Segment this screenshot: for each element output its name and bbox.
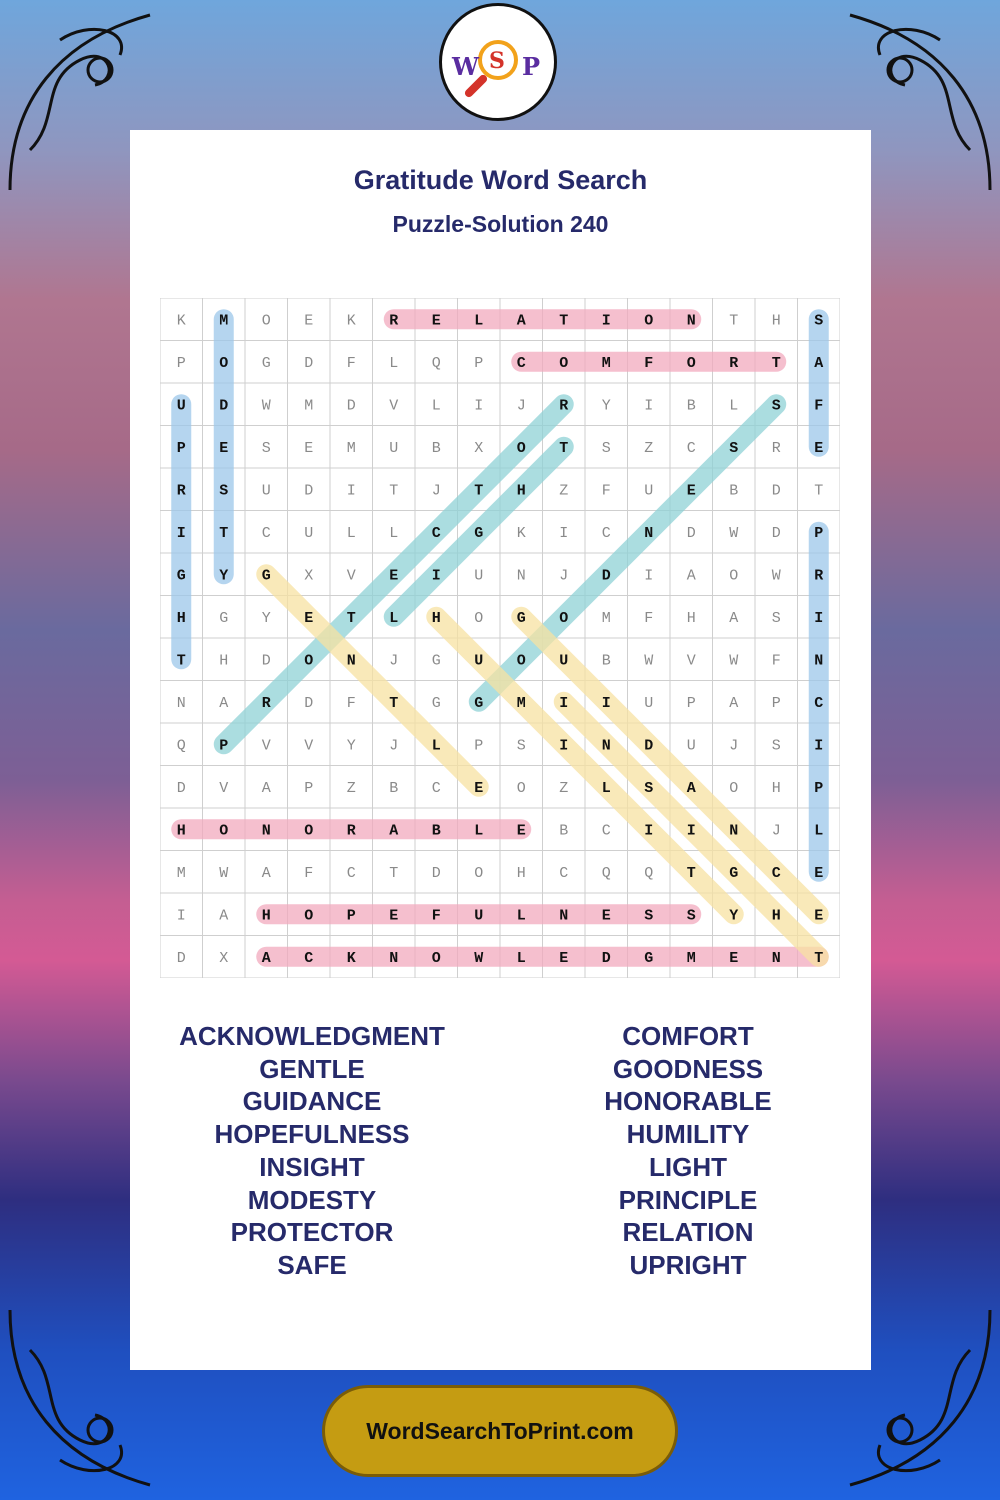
grid-letter: G [431, 652, 441, 670]
grid-letter: M [219, 312, 229, 330]
grid-letter: I [601, 694, 611, 712]
grid-letter: N [346, 652, 356, 670]
grid-letter: T [389, 482, 399, 500]
grid-letter: R [261, 694, 271, 712]
grid-letter: D [771, 524, 781, 542]
grid-letter: Y [261, 609, 271, 627]
word-list-item: HOPEFULNESS [214, 1119, 410, 1150]
grid-letter: E [601, 907, 611, 925]
grid-letter: I [814, 609, 824, 627]
grid-letter: U [474, 907, 484, 925]
grid-letter: D [686, 524, 696, 542]
grid-letter: I [474, 397, 484, 415]
grid-letter: S [601, 439, 611, 457]
grid-letter: A [261, 864, 271, 882]
grid-letter: V [686, 652, 696, 670]
grid-letter: C [431, 524, 441, 542]
word-list-item: ACKNOWLEDGMENT [179, 1021, 445, 1051]
grid-letter: I [559, 737, 569, 755]
grid-letter: A [814, 354, 824, 372]
grid-letter: U [644, 482, 654, 500]
grid-letter: D [219, 397, 229, 415]
grid-letter: F [304, 864, 314, 882]
grid-letter: N [559, 907, 569, 925]
grid-letter: L [389, 354, 399, 372]
grid-letter: Q [644, 864, 654, 882]
grid-letter: D [601, 949, 611, 967]
grid-letter: T [686, 864, 696, 882]
grid-letter: Z [559, 779, 569, 797]
grid-letter: O [304, 822, 314, 840]
grid-letter: A [516, 312, 526, 330]
grid-letter: N [644, 524, 654, 542]
site-link-button[interactable]: WordSearchToPrint.com [322, 1385, 678, 1477]
grid-letter: P [176, 439, 186, 457]
grid-letter: I [431, 567, 441, 585]
grid-letter: P [771, 694, 781, 712]
grid-letter: H [176, 609, 186, 627]
grid-letter: S [729, 439, 739, 457]
grid-letter: K [346, 312, 356, 330]
grid-letter: W [771, 567, 781, 585]
grid-letter: T [814, 482, 824, 500]
grid-letter: F [814, 397, 824, 415]
word-list-item: COMFORT [622, 1021, 754, 1051]
grid-letter: O [686, 354, 696, 372]
grid-letter: O [474, 609, 484, 627]
word-list-left [122, 1020, 502, 1282]
grid-letter: Q [176, 737, 186, 755]
grid-letter: O [516, 439, 526, 457]
grid-letter: P [474, 354, 484, 372]
grid-letter: Y [219, 567, 229, 585]
grid-letter: V [261, 737, 271, 755]
grid-letter: C [771, 864, 781, 882]
grid-letter: D [304, 354, 314, 372]
grid-letter: R [729, 354, 739, 372]
grid-letter: P [346, 907, 356, 925]
grid-letter: U [474, 567, 484, 585]
grid-letter: A [686, 779, 696, 797]
grid-letter: C [261, 524, 271, 542]
grid-letter: J [431, 482, 441, 500]
grid-letter: P [814, 779, 824, 797]
grid-letter: N [389, 949, 399, 967]
grid-letter: G [219, 609, 229, 627]
grid-letter: C [686, 439, 696, 457]
grid-letter: W [219, 864, 229, 882]
grid-letter: N [814, 652, 824, 670]
grid-letter: J [729, 737, 739, 755]
word-list-item: HUMILITY [626, 1119, 750, 1150]
logo-letter-p: P [522, 52, 541, 81]
grid-letter: S [771, 737, 781, 755]
grid-letter: O [644, 312, 654, 330]
grid-letter: Q [601, 864, 611, 882]
grid-letter: L [516, 907, 526, 925]
grid-letter: U [261, 482, 271, 500]
grid-letter: I [176, 907, 186, 925]
grid-letter: O [474, 864, 484, 882]
grid-letter: R [771, 439, 781, 457]
grid-letter: B [431, 822, 441, 840]
grid-letter: Y [601, 397, 611, 415]
word-list-right [498, 1020, 878, 1282]
grid-letter: B [389, 779, 399, 797]
grid-letter: W [261, 397, 271, 415]
word-list-item: RELATION [622, 1217, 754, 1248]
word-list-item: INSIGHT [259, 1151, 365, 1182]
grid-letter: H [771, 907, 781, 925]
grid-letter: S [686, 907, 696, 925]
grid-letter: G [729, 864, 739, 882]
grid-letter: N [771, 949, 781, 967]
grid-letter: L [729, 397, 739, 415]
grid-letter: A [261, 779, 271, 797]
grid-letter: A [729, 609, 739, 627]
grid-letter: I [814, 737, 824, 755]
grid-letter: F [601, 482, 611, 500]
grid-letter: U [559, 652, 569, 670]
grid-letter: A [261, 949, 271, 967]
grid-letter: B [729, 482, 739, 500]
grid-letter: V [219, 779, 229, 797]
grid-letter: C [601, 524, 611, 542]
grid-letter: T [814, 949, 824, 967]
grid-letter: E [304, 312, 314, 330]
grid-letter: J [516, 397, 526, 415]
grid-letter: I [346, 482, 356, 500]
grid-letter: J [771, 822, 781, 840]
grid-letter: C [559, 864, 569, 882]
grid-letter: D [304, 482, 314, 500]
grid-letter: F [346, 354, 356, 372]
grid-letter: U [644, 694, 654, 712]
grid-letter: O [219, 822, 229, 840]
grid-letter: O [559, 354, 569, 372]
grid-letter: U [686, 737, 696, 755]
grid-letter: E [814, 864, 824, 882]
word-list-item: HONORABLE [604, 1086, 772, 1117]
grid-letter: N [601, 737, 611, 755]
grid-letter: U [474, 652, 484, 670]
grid-letter: E [814, 439, 824, 457]
grid-letter: M [601, 609, 611, 627]
grid-letter: A [219, 694, 229, 712]
grid-letter: J [389, 652, 399, 670]
grid-letter: M [686, 949, 696, 967]
grid-letter: O [261, 312, 271, 330]
grid-letter: E [516, 822, 526, 840]
grid-letter: L [814, 822, 824, 840]
grid-letter: F [431, 907, 441, 925]
grid-letter: R [346, 822, 356, 840]
grid-letter: N [176, 694, 186, 712]
grid-letter: D [431, 864, 441, 882]
grid-letter: S [219, 482, 229, 500]
page-subtitle: Puzzle-Solution 240 [392, 211, 609, 237]
grid-letter: M [516, 694, 526, 712]
grid-letter: B [601, 652, 611, 670]
grid-letter: L [389, 609, 399, 627]
page-title: Gratitude Word Search [353, 165, 648, 195]
word-list-item: UPRIGHT [629, 1249, 747, 1280]
grid-letter: V [389, 397, 399, 415]
grid-letter: C [346, 864, 356, 882]
grid-letter: T [559, 312, 569, 330]
grid-letter: E [389, 907, 399, 925]
grid-letter: G [431, 694, 441, 712]
grid-letter: D [176, 949, 186, 967]
grid-letter: C [431, 779, 441, 797]
grid-letter: L [431, 737, 441, 755]
grid-letter: M [176, 864, 186, 882]
grid-letter: U [304, 524, 314, 542]
grid-letter: Q [431, 354, 441, 372]
grid-letter: T [729, 312, 739, 330]
grid-letter: W [729, 524, 739, 542]
grid-letter: E [814, 907, 824, 925]
grid-letter: H [516, 482, 526, 500]
grid-letter: I [559, 694, 569, 712]
grid-letter: O [516, 779, 526, 797]
grid-letter: N [686, 312, 696, 330]
grid-letter: P [474, 737, 484, 755]
grid-letter: L [516, 949, 526, 967]
grid-letter: R [559, 397, 569, 415]
grid-letter: H [431, 609, 441, 627]
word-list-item: PRINCIPLE [618, 1184, 758, 1215]
grid-letter: E [686, 482, 696, 500]
site-logo[interactable] [439, 3, 557, 121]
grid-letter: L [474, 312, 484, 330]
grid-letter: T [176, 652, 186, 670]
grid-letter: N [729, 822, 739, 840]
grid-letter: V [346, 567, 356, 585]
grid-letter: S [771, 609, 781, 627]
grid-letter: Z [559, 482, 569, 500]
grid-letter: M [601, 354, 611, 372]
grid-letter: T [771, 354, 781, 372]
grid-letter: D [601, 567, 611, 585]
word-list-item: PROTECTOR [230, 1217, 394, 1248]
grid-letter: W [644, 652, 654, 670]
grid-letter: I [644, 397, 654, 415]
grid-letter: E [729, 949, 739, 967]
word-list-item: LIGHT [649, 1151, 727, 1182]
grid-svg [160, 298, 840, 978]
grid-letter: O [304, 907, 314, 925]
word-list-item: GENTLE [259, 1053, 365, 1084]
grid-letter: X [474, 439, 484, 457]
grid-letter: Z [346, 779, 356, 797]
grid-letter: L [474, 822, 484, 840]
grid-letter: D [261, 652, 271, 670]
grid-letter: I [644, 567, 654, 585]
grid-letter: I [559, 524, 569, 542]
grid-letter: M [346, 439, 356, 457]
grid-letter: W [729, 652, 739, 670]
grid-letter: G [261, 567, 271, 585]
grid-letter: G [261, 354, 271, 372]
logo-letter-s: S [489, 48, 505, 74]
word-list-item: GUIDANCE [242, 1086, 382, 1117]
grid-letter: L [431, 397, 441, 415]
grid-letter: I [176, 524, 186, 542]
grid-letter: G [516, 609, 526, 627]
grid-letter: C [304, 949, 314, 967]
grid-letter: V [304, 737, 314, 755]
grid-letter: E [304, 439, 314, 457]
grid-letter: C [601, 822, 611, 840]
grid-letter: E [389, 567, 399, 585]
grid-letter: R [389, 312, 399, 330]
grid-letter: S [644, 907, 654, 925]
grid-letter: L [389, 524, 399, 542]
grid-letter: G [474, 524, 484, 542]
grid-letter: R [176, 482, 186, 500]
grid-letter: K [176, 312, 186, 330]
grid-letter: A [729, 694, 739, 712]
grid-letter: R [814, 567, 824, 585]
grid-letter: E [559, 949, 569, 967]
grid-letter: I [686, 822, 696, 840]
grid-letter: U [176, 397, 186, 415]
grid-letter: X [219, 949, 229, 967]
grid-letter: S [516, 737, 526, 755]
grid-letter: K [516, 524, 526, 542]
grid-letter: H [771, 779, 781, 797]
grid-letter: F [644, 609, 654, 627]
grid-letter: C [814, 694, 824, 712]
grid-letter: H [261, 907, 271, 925]
grid-letter: Y [729, 907, 739, 925]
grid-letter: M [304, 397, 314, 415]
grid-letter: H [176, 822, 186, 840]
grid-letter: P [814, 524, 824, 542]
grid-letter: T [474, 482, 484, 500]
grid-letter: O [431, 949, 441, 967]
grid-letter: F [644, 354, 654, 372]
grid-letter: B [431, 439, 441, 457]
grid-letter: H [686, 609, 696, 627]
grid-letter: G [176, 567, 186, 585]
grid-letter: Z [644, 439, 654, 457]
grid-letter: U [389, 439, 399, 457]
grid-letter: G [474, 694, 484, 712]
grid-letter: F [346, 694, 356, 712]
grid-letter: H [516, 864, 526, 882]
grid-letter: P [304, 779, 314, 797]
grid-letter: T [219, 524, 229, 542]
grid-letter: S [261, 439, 271, 457]
grid-letter: H [771, 312, 781, 330]
grid-letter: O [516, 652, 526, 670]
grid-letter: T [346, 609, 356, 627]
grid-letter: S [814, 312, 824, 330]
grid-letter: D [176, 779, 186, 797]
grid-letter: E [304, 609, 314, 627]
grid-letter: J [559, 567, 569, 585]
grid-letter: G [644, 949, 654, 967]
word-list-item: SAFE [277, 1249, 347, 1280]
grid-letter: T [389, 694, 399, 712]
word-search-grid [160, 298, 840, 978]
grid-letter: J [389, 737, 399, 755]
grid-letter: B [559, 822, 569, 840]
grid-letter: H [219, 652, 229, 670]
grid-letter: K [346, 949, 356, 967]
grid-letter: A [686, 567, 696, 585]
grid-letter: O [219, 354, 229, 372]
grid-letter: X [304, 567, 314, 585]
grid-letter: N [516, 567, 526, 585]
grid-letter: I [644, 822, 654, 840]
grid-letter: O [729, 779, 739, 797]
grid-letter: S [644, 779, 654, 797]
grid-letter: D [644, 737, 654, 755]
grid-letter: O [304, 652, 314, 670]
grid-letter: C [516, 354, 526, 372]
grid-letter: L [601, 779, 611, 797]
grid-letter: T [559, 439, 569, 457]
grid-letter: I [601, 312, 611, 330]
grid-letter: E [431, 312, 441, 330]
grid-letter: Y [346, 737, 356, 755]
grid-letter: F [771, 652, 781, 670]
grid-letter: B [686, 397, 696, 415]
grid-letter: P [176, 354, 186, 372]
grid-letter: D [771, 482, 781, 500]
grid-letter: T [389, 864, 399, 882]
grid-letter: E [219, 439, 229, 457]
logo-letter-w: W [452, 52, 479, 81]
grid-letter: D [304, 694, 314, 712]
grid-letter: S [771, 397, 781, 415]
grid-letter: A [219, 907, 229, 925]
grid-letter: P [686, 694, 696, 712]
word-list-item: MODESTY [247, 1184, 377, 1215]
grid-letter: L [346, 524, 356, 542]
grid-letter: E [474, 779, 484, 797]
grid-letter: O [559, 609, 569, 627]
grid-letter: W [474, 949, 484, 967]
grid-letter: O [729, 567, 739, 585]
word-list-item: GOODNESS [612, 1053, 764, 1084]
grid-letter: P [219, 737, 229, 755]
grid-letter: N [261, 822, 271, 840]
grid-letter: A [389, 822, 399, 840]
grid-letter: D [346, 397, 356, 415]
